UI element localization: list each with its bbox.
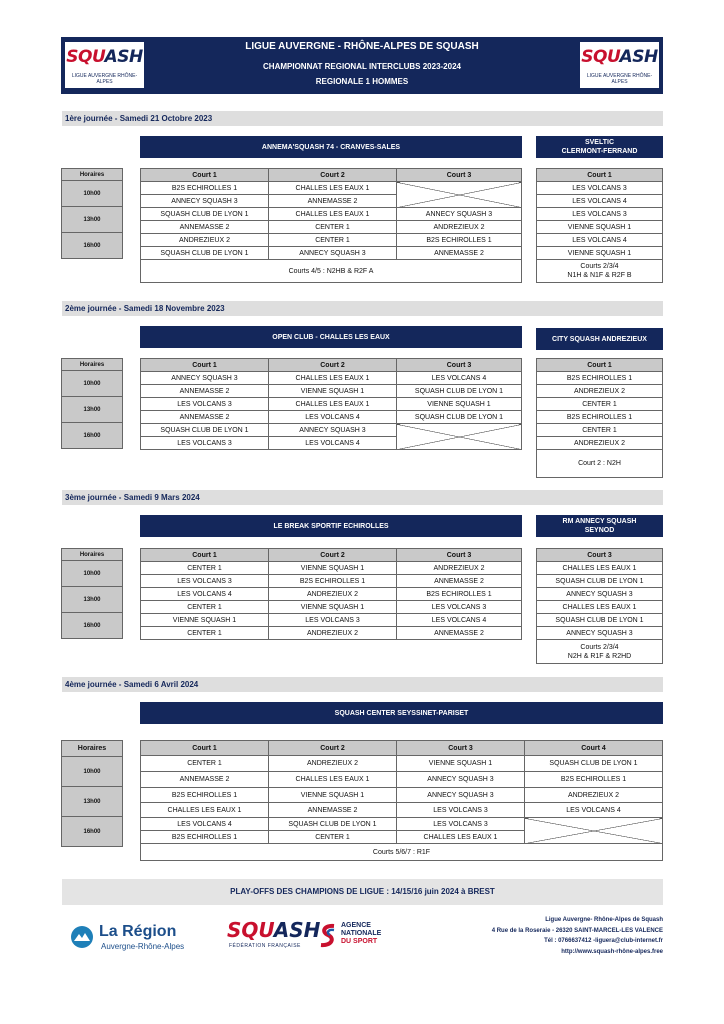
match-team: ANDREZIEUX 2 xyxy=(397,562,522,575)
match-team: CHALLES LES EAUX 1 xyxy=(269,772,397,788)
day-4-times xyxy=(61,740,123,847)
empty-slot xyxy=(397,182,522,208)
time-slot: 13h00 xyxy=(62,787,123,817)
match-team: ANNECY SQUASH 3 xyxy=(269,424,397,437)
match-team: B2S ECHIROLLES 1 xyxy=(141,182,269,195)
match-team: ANNEMASSE 2 xyxy=(397,627,522,640)
match-team: CHALLES LES EAUX 1 xyxy=(537,601,663,614)
match-team: VIENNE SQUASH 1 xyxy=(269,788,397,803)
match-team: VIENNE SQUASH 1 xyxy=(141,614,269,627)
match-team: ANNEMASSE 2 xyxy=(141,772,269,788)
match-team: VIENNE SQUASH 1 xyxy=(269,601,397,614)
match-team: LES VOLCANS 3 xyxy=(141,575,269,588)
day-2-side-note: Court 2 : N2H xyxy=(537,450,663,478)
address-line: 4 Rue de la Roseraie - 26320 SAINT-MARCEL-LES VALENCE xyxy=(491,927,663,934)
match-team: ANNEMASSE 2 xyxy=(141,221,269,234)
time-slot: 10h00 xyxy=(62,757,123,787)
match-team: CHALLES LES EAUX 1 xyxy=(269,398,397,411)
match-team: LES VOLCANS 4 xyxy=(397,614,522,627)
match-team: ANNECY SQUASH 3 xyxy=(537,627,663,640)
court-1-header: Court 1 xyxy=(141,741,269,756)
court-1-header: Court 1 xyxy=(141,169,269,182)
time-slot: 13h00 xyxy=(62,207,123,233)
match-team: ANNECY SQUASH 3 xyxy=(397,772,525,788)
match-team: CHALLES LES EAUX 1 xyxy=(269,182,397,195)
day-1-side-grid xyxy=(536,168,663,283)
court-3-header: Court 3 xyxy=(397,169,522,182)
header-banner xyxy=(61,37,663,94)
league-title: LIGUE AUVERGNE - RHÔNE-ALPES DE SQUASH xyxy=(245,41,479,52)
match-team: SQUASH CLUB DE LYON 1 xyxy=(537,575,663,588)
day-2-main-grid xyxy=(140,358,522,450)
day-2-venue-side: CITY SQUASH ANDREZIEUX xyxy=(536,328,663,350)
match-team: LES VOLCANS 3 xyxy=(537,182,663,195)
match-team: ANNECY SQUASH 3 xyxy=(397,788,525,803)
match-team: LES VOLCANS 3 xyxy=(141,398,269,411)
court-1-header: Court 1 xyxy=(141,549,269,562)
match-team: ANNEMASSE 2 xyxy=(397,247,522,260)
match-team: LES VOLCANS 3 xyxy=(397,803,525,818)
day-4-grid xyxy=(140,740,663,861)
match-team: CENTER 1 xyxy=(537,424,663,437)
match-team: ANDREZIEUX 2 xyxy=(537,437,663,450)
match-team: LES VOLCANS 4 xyxy=(397,372,522,385)
time-slot: 13h00 xyxy=(62,397,123,423)
match-team: SQUASH CLUB DE LYON 1 xyxy=(525,756,663,772)
court-2-header: Court 2 xyxy=(269,549,397,562)
time-slot: 16h00 xyxy=(62,613,123,639)
match-team: LES VOLCANS 4 xyxy=(269,437,397,450)
ffs-logo: SQUASH FÉDÉRATION FRANÇAISE xyxy=(227,918,321,949)
region-logo: La Région Auvergne-Rhône-Alpes xyxy=(70,922,200,954)
day-1-times xyxy=(61,168,123,259)
match-team: CENTER 1 xyxy=(141,562,269,575)
side-court-header: Court 3 xyxy=(537,549,663,562)
match-team: B2S ECHIROLLES 1 xyxy=(141,788,269,803)
match-team: CHALLES LES EAUX 1 xyxy=(269,372,397,385)
day-2-venue-main: OPEN CLUB - CHALLES LES EAUX xyxy=(140,326,522,348)
match-team: ANNECY SQUASH 3 xyxy=(397,208,522,221)
match-team: SQUASH CLUB DE LYON 1 xyxy=(141,424,269,437)
day-1-title: 1ère journée - Samedi 21 Octobre 2023 xyxy=(62,111,663,126)
squash-logo-left: SQUASH LIGUE AUVERGNE RHÔNE-ALPES xyxy=(65,42,144,88)
match-team: ANDREZIEUX 2 xyxy=(141,234,269,247)
day-3-side-grid xyxy=(536,548,663,664)
day-3-side-note: Courts 2/3/4 N2H & R1F & R2HD xyxy=(537,640,663,664)
match-team: CENTER 1 xyxy=(141,601,269,614)
match-team: VIENNE SQUASH 1 xyxy=(397,756,525,772)
match-team: ANDREZIEUX 2 xyxy=(269,588,397,601)
address-line: Ligue Auvergne- Rhône-Alpes de Squash xyxy=(545,917,663,923)
match-team: LES VOLCANS 4 xyxy=(537,195,663,208)
day-2-title: 2ème journée - Samedi 18 Novembre 2023 xyxy=(62,301,663,316)
match-team: LES VOLCANS 4 xyxy=(525,803,663,818)
horaires-label: Horaires xyxy=(62,169,123,181)
match-team: ANDREZIEUX 2 xyxy=(269,627,397,640)
match-team: CENTER 1 xyxy=(141,627,269,640)
match-team: CHALLES LES EAUX 1 xyxy=(397,831,525,844)
match-team: CENTER 1 xyxy=(141,756,269,772)
day-4-note: Courts 5/6/7 : R1F xyxy=(141,844,663,861)
time-slot: 10h00 xyxy=(62,561,123,587)
match-team: SQUASH CLUB DE LYON 1 xyxy=(269,818,397,831)
match-team: ANNECY SQUASH 3 xyxy=(141,372,269,385)
side-court-header: Court 1 xyxy=(537,169,663,182)
match-team: LES VOLCANS 3 xyxy=(397,601,522,614)
day-3-venue-side: RM ANNECY SQUASH SEYNOD xyxy=(536,515,663,537)
match-team: ANNECY SQUASH 3 xyxy=(537,588,663,601)
day-4-title: 4ème journée - Samedi 6 Avril 2024 xyxy=(62,677,663,692)
match-team: SQUASH CLUB DE LYON 1 xyxy=(397,411,522,424)
day-3-venue-main: LE BREAK SPORTIF ECHIROLLES xyxy=(140,515,522,537)
day-1-main-note: Courts 4/5 : N2HB & R2F A xyxy=(141,260,522,283)
horaires-label: Horaires xyxy=(62,741,123,757)
match-team: CHALLES LES EAUX 1 xyxy=(141,803,269,818)
match-team: SQUASH CLUB DE LYON 1 xyxy=(141,247,269,260)
time-slot: 10h00 xyxy=(62,371,123,397)
match-team: B2S ECHIROLLES 1 xyxy=(269,575,397,588)
squash-logo-right: SQUASH LIGUE AUVERGNE RHÔNE-ALPES xyxy=(580,42,659,88)
region-emblem-icon xyxy=(70,925,94,949)
day-2-times xyxy=(61,358,123,449)
match-team: ANNEMASSE 2 xyxy=(141,411,269,424)
match-team: LES VOLCANS 4 xyxy=(141,818,269,831)
day-4-venue-main: SQUASH CENTER SEYSSINET-PARISET xyxy=(140,702,663,724)
match-team: SQUASH CLUB DE LYON 1 xyxy=(537,614,663,627)
match-team: B2S ECHIROLLES 1 xyxy=(141,831,269,844)
match-team: CHALLES LES EAUX 1 xyxy=(537,562,663,575)
match-team: ANNECY SQUASH 3 xyxy=(269,247,397,260)
match-team: ANDREZIEUX 2 xyxy=(537,385,663,398)
horaires-label: Horaires xyxy=(62,549,123,561)
empty-slot xyxy=(397,424,522,450)
match-team: ANNECY SQUASH 3 xyxy=(141,195,269,208)
court-2-header: Court 2 xyxy=(269,741,397,756)
match-team: ANDREZIEUX 2 xyxy=(525,788,663,803)
match-team: ANNEMASSE 2 xyxy=(141,385,269,398)
court-1-header: Court 1 xyxy=(141,359,269,372)
match-team: LES VOLCANS 4 xyxy=(269,411,397,424)
court-2-header: Court 2 xyxy=(269,169,397,182)
side-court-header: Court 1 xyxy=(537,359,663,372)
match-team: ANNEMASSE 2 xyxy=(269,195,397,208)
match-team: ANDREZIEUX 2 xyxy=(269,756,397,772)
day-1-venue-side: SVELTIC CLERMONT-FERRAND xyxy=(536,136,663,158)
match-team: CENTER 1 xyxy=(537,398,663,411)
ans-logo: AGENCE NATIONALE DU SPORT xyxy=(318,921,408,951)
match-team: ANNEMASSE 2 xyxy=(269,803,397,818)
match-team: CENTER 1 xyxy=(269,831,397,844)
court-3-header: Court 3 xyxy=(397,359,522,372)
court-3-header: Court 3 xyxy=(397,741,525,756)
time-slot: 16h00 xyxy=(62,817,123,847)
match-team: LES VOLCANS 3 xyxy=(141,437,269,450)
match-team: CHALLES LES EAUX 1 xyxy=(269,208,397,221)
match-team: VIENNE SQUASH 1 xyxy=(269,562,397,575)
match-team: SQUASH CLUB DE LYON 1 xyxy=(397,385,522,398)
match-team: CENTER 1 xyxy=(269,221,397,234)
match-team: VIENNE SQUASH 1 xyxy=(397,398,522,411)
match-team: B2S ECHIROLLES 1 xyxy=(525,772,663,788)
match-team: B2S ECHIROLLES 1 xyxy=(537,372,663,385)
day-2-side-grid xyxy=(536,358,663,478)
time-slot: 16h00 xyxy=(62,233,123,259)
day-1-side-note: Courts 2/3/4 N1H & N1F & R2F B xyxy=(537,260,663,283)
day-3-title: 3ème journée - Samedi 9 Mars 2024 xyxy=(62,490,663,505)
match-team: VIENNE SQUASH 1 xyxy=(537,221,663,234)
day-1-venue-main: ANNEMA'SQUASH 74 - CRANVES-SALES xyxy=(140,136,522,158)
league-address xyxy=(492,915,663,957)
match-team: LES VOLCANS 3 xyxy=(397,818,525,831)
day-3-times xyxy=(61,548,123,639)
playoffs-banner: PLAY-OFFS DES CHAMPIONS DE LIGUE : 14/15/16 juin 2024 à BREST xyxy=(62,879,663,905)
court-2-header: Court 2 xyxy=(269,359,397,372)
match-team: VIENNE SQUASH 1 xyxy=(537,247,663,260)
division-title: REGIONALE 1 HOMMES xyxy=(315,77,409,86)
match-team: CENTER 1 xyxy=(269,234,397,247)
time-slot: 16h00 xyxy=(62,423,123,449)
match-team: SQUASH CLUB DE LYON 1 xyxy=(141,208,269,221)
time-slot: 13h00 xyxy=(62,587,123,613)
match-team: B2S ECHIROLLES 1 xyxy=(397,588,522,601)
match-team: VIENNE SQUASH 1 xyxy=(269,385,397,398)
contact-line: Tél : 0766637412 -liguera@club-internet.fr xyxy=(544,938,663,944)
match-team: LES VOLCANS 4 xyxy=(141,588,269,601)
match-team: B2S ECHIROLLES 1 xyxy=(397,234,522,247)
court-3-header: Court 3 xyxy=(397,549,522,562)
ans-emblem-icon xyxy=(318,923,338,949)
horaires-label: Horaires xyxy=(62,359,123,371)
match-team: B2S ECHIROLLES 1 xyxy=(537,411,663,424)
day-3-main-grid xyxy=(140,548,522,640)
championship-title: CHAMPIONNAT REGIONAL INTERCLUBS 2023-2024 xyxy=(263,62,461,71)
match-team: LES VOLCANS 4 xyxy=(537,234,663,247)
empty-slot xyxy=(525,818,663,844)
court-4-header: Court 4 xyxy=(525,741,663,756)
website-link[interactable]: http://www.squash-rhône-alpes.free xyxy=(561,948,663,955)
match-team: LES VOLCANS 3 xyxy=(537,208,663,221)
day-1-main-grid xyxy=(140,168,522,283)
match-team: ANDREZIEUX 2 xyxy=(397,221,522,234)
match-team: ANNEMASSE 2 xyxy=(397,575,522,588)
time-slot: 10h00 xyxy=(62,181,123,207)
match-team: LES VOLCANS 3 xyxy=(269,614,397,627)
